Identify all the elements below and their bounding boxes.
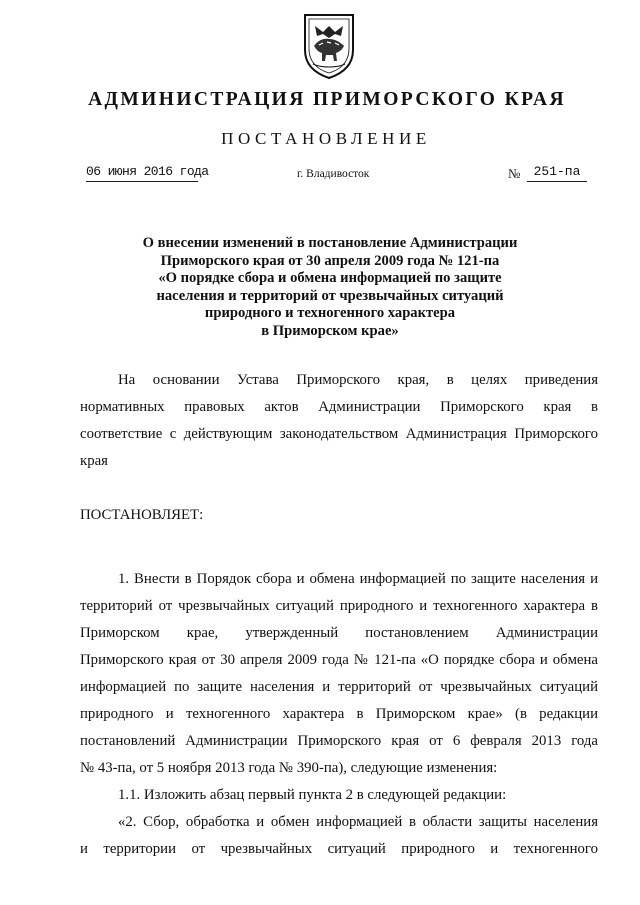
body-line: 1. Внести в Порядок сбора и обмена информацией по защите населения и (118, 571, 598, 587)
document-number-label: № (508, 166, 521, 181)
title-line: О внесении изменений в постановление Администрации (142, 235, 518, 251)
body-line: соответствие с действующим законодательством Администрация Приморского (80, 426, 598, 442)
body-line: территорий от чрезвычайных ситуаций природного и техногенного характера в (80, 598, 598, 614)
coat-of-arms-emblem (301, 12, 357, 80)
body-line: нормативных правовых актов Администрации Приморского края в (80, 399, 598, 415)
body-line: Приморском крае, утвержденный постановлением Администрации (80, 625, 598, 641)
agency-name: АДМИНИСТРАЦИЯ ПРИМОРСКОГО КРАЯ (88, 89, 566, 110)
body-line: Приморского края от 30 апреля 2009 года № 121-па «О порядке сбора и обмена (80, 652, 598, 668)
document-title (100, 235, 560, 341)
document-city: г. Владивосток (297, 168, 370, 180)
body-line: края (80, 453, 108, 469)
body-line: и территории от чрезвычайных ситуаций природного и техногенного (80, 841, 598, 857)
document-date: 06 июня 2016 года (86, 163, 198, 182)
title-line: в Приморском крае» (261, 322, 399, 339)
body-line: № 43-па, от 5 ноября 2013 года № 390-па), следующие изменения: (80, 760, 498, 776)
title-line: природного и техногенного характера (204, 305, 456, 322)
body-line: информацией по защите населения и территорий от чрезвычайных ситуаций (80, 679, 598, 695)
title-line: «О порядке сбора и обмена информацией по защите (158, 270, 502, 287)
title-line: населения и территорий от чрезвычайных ситуаций (156, 287, 504, 304)
document-type: ПОСТАНОВЛЕНИЕ (221, 129, 431, 148)
document-number: 251-па (527, 163, 587, 182)
body-line: постановлений Администрации Приморского края от 6 февраля 2013 года (80, 733, 598, 749)
body-line: На основании Устава Приморского края, в целях приведения (118, 372, 598, 388)
title-line: Приморского края от 30 апреля 2009 года № 121-па (160, 252, 500, 269)
resolution-heading: ПОСТАНОВЛЯЕТ: (80, 507, 204, 523)
body-line: 1.1. Изложить абзац первый пункта 2 в следующей редакции: (118, 787, 507, 803)
body-line: «2. Сбор, обработка и обмен информацией в области защиты населения (118, 814, 598, 830)
body-line: природного и техногенного характера в Приморском крае» (в редакции (80, 706, 598, 722)
